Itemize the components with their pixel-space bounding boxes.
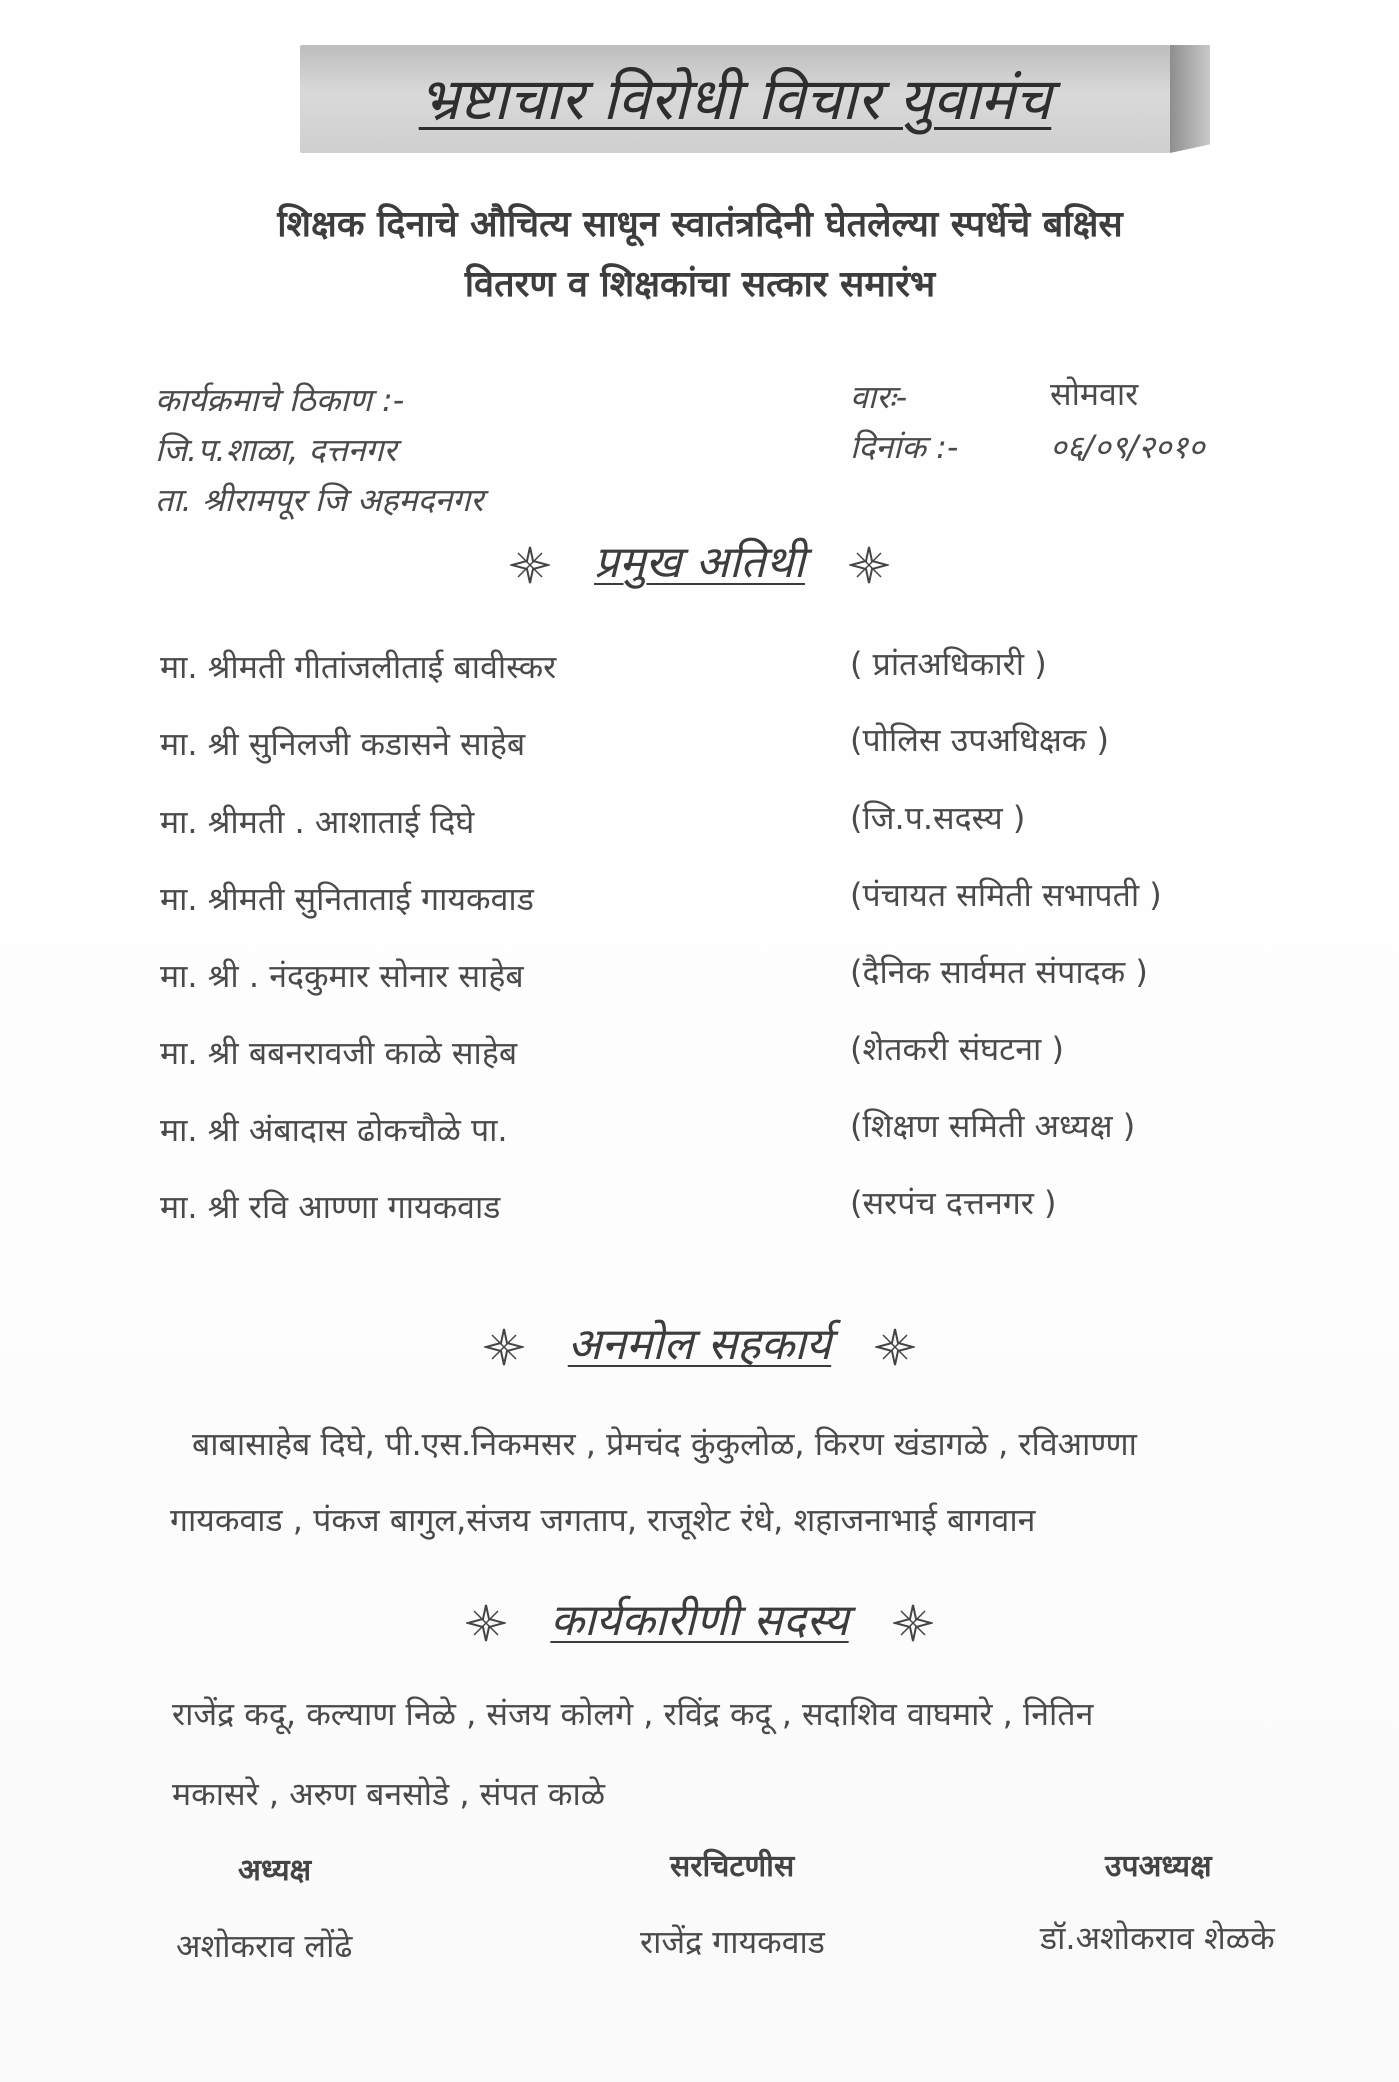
guest-name: मा. श्री बबनरावजी काळे साहेब (160, 1034, 518, 1072)
guest-role: (पोलिस उपअधिक्षक ) (850, 721, 1110, 759)
star-icon (466, 1603, 506, 1643)
title-banner (300, 45, 1205, 160)
guests-heading (0, 530, 1399, 590)
guest-role: (पंचायत समिती सभापती ) (850, 876, 1162, 914)
star-icon (875, 1327, 915, 1367)
support-heading-text: अनमोल सहकार्य (567, 1319, 832, 1370)
guest-name: मा. श्री रवि आण्णा गायकवाड (160, 1188, 501, 1226)
vice-president-title: उपअध्यक्ष (1105, 1849, 1212, 1884)
committee-heading (0, 1588, 1399, 1648)
guest-role: ( प्रांतअधिकारी ) (850, 645, 1047, 683)
president-title: अध्यक्ष (238, 1853, 312, 1888)
date-label: दिनांक :- (850, 428, 959, 466)
page-title: भ्रष्टाचार विरोधी विचार युवामंच (418, 65, 1052, 133)
support-line-1: बाबासाहेब दिघे, पी.एस.निकमसर , प्रेमचंद कुंकुलोळ, किरण खंडागळे , रविआण्णा (192, 1425, 1137, 1463)
guest-name: मा. श्री सुनिलजी कडासने साहेब (160, 725, 526, 763)
committee-line-1: राजेंद्र कदू, कल्याण निळे , संजय कोलगे , रविंद्र कदू , सदाशिव वाघमारे , नितिन (172, 1695, 1094, 1733)
committee-heading-text: कार्यकारीणी सदस्य (550, 1595, 849, 1646)
vice-president-name: डॉ.अशोकराव शेळके (1040, 1919, 1275, 1957)
star-icon (893, 1603, 933, 1643)
date-value: ०६/०९/२०१० (1050, 428, 1205, 466)
star-icon (510, 545, 550, 585)
guest-name: मा. श्रीमती . आशाताई दिघे (160, 803, 475, 841)
guest-role: (जि.प.सदस्य ) (850, 799, 1026, 837)
secretary-title: सरचिटणीस (670, 1849, 795, 1884)
subtitle-line-2: वितरण व शिक्षकांचा सत्कार समारंभ (464, 264, 936, 305)
support-line-2: गायकवाड , पंकज बागुल,संजय जगताप, राजूशेट रंधे, शहाजनाभाई बागवान (170, 1501, 1036, 1539)
subtitle-line-1: शिक्षक दिनाचे औचित्य साधून स्वातंत्रदिनी घेतलेल्या स्पर्धेचे बक्षिस (277, 204, 1123, 245)
guest-name: मा. श्रीमती गीतांजलीताई बावीस्कर (160, 648, 557, 686)
guest-name: मा. श्री . नंदकुमार सोनार साहेब (160, 957, 524, 995)
day-value: सोमवार (1050, 375, 1139, 413)
secretary-name: राजेंद्र गायकवाड (640, 1923, 825, 1961)
guest-name: मा. श्रीमती सुनिताताई गायकवाड (160, 880, 534, 918)
day-label: वारः- (850, 378, 908, 416)
guest-role: (शिक्षण समिती अध्यक्ष ) (850, 1107, 1136, 1145)
guests-heading-text: प्रमुख अतिथी (594, 537, 805, 588)
venue-line-1: जि.प.शाळा, दत्तनगर (155, 431, 397, 469)
president-name: अशोकराव लोंढे (176, 1927, 353, 1965)
venue-label: कार्यक्रमाचे ठिकाण :- (155, 381, 405, 419)
star-icon (484, 1327, 524, 1367)
guest-role: (सरपंच दत्तनगर ) (850, 1184, 1057, 1222)
star-icon (849, 545, 889, 585)
venue-line-2: ता. श्रीरामपूर जि अहमदनगर (155, 481, 484, 519)
guest-role: (दैनिक सार्वमत संपादक ) (850, 953, 1148, 991)
banner-side (1170, 45, 1210, 153)
guest-role: (शेतकरी संघटना ) (850, 1030, 1064, 1068)
support-heading (0, 1312, 1399, 1372)
guest-name: मा. श्री अंबादास ढोकचौळे पा. (160, 1111, 508, 1149)
committee-line-2: मकासरे , अरुण बनसोडे , संपत काळे (172, 1775, 606, 1813)
